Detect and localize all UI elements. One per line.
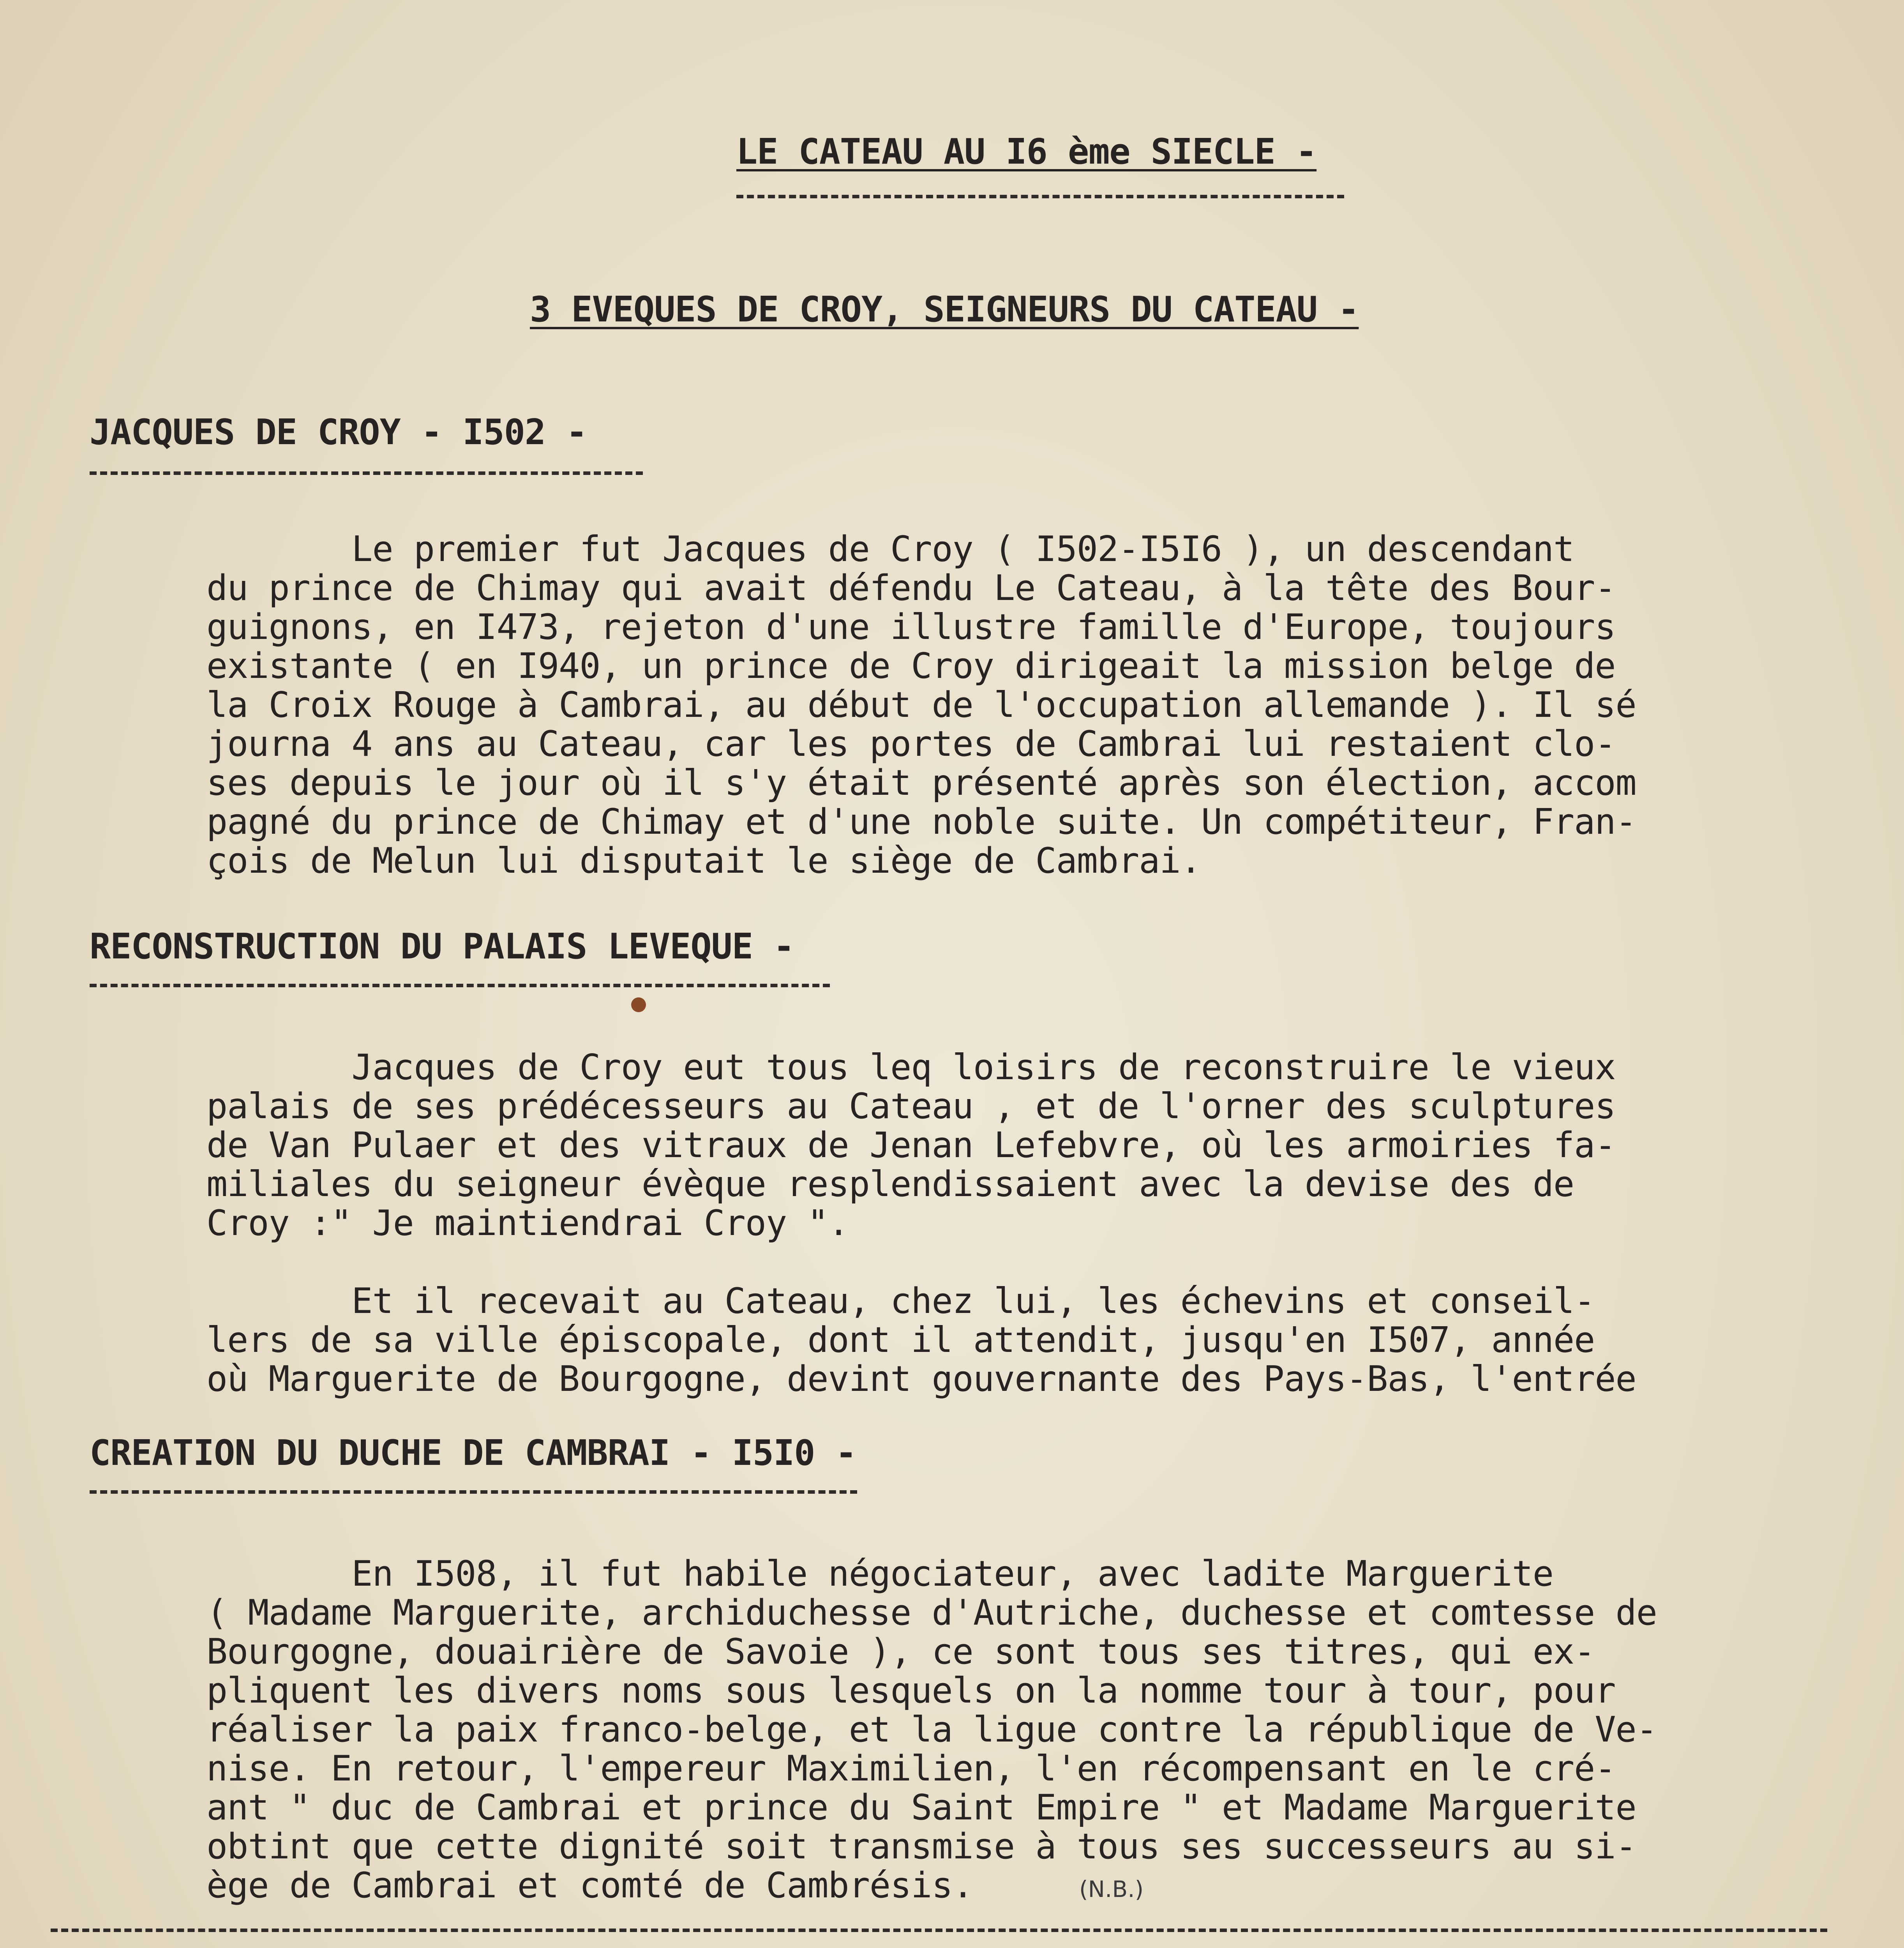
section-heading-reconstruction: RECONSTRUCTION DU PALAIS LEVEQUE - — [90, 926, 794, 967]
section-heading-creation-duche: CREATION DU DUCHE DE CAMBRAI - I5I0 - — [90, 1433, 856, 1473]
document-subtitle: 3 EVEQUES DE CROY, SEIGNEURS DU CATEAU - — [530, 289, 1359, 330]
paragraph-line: Le premier fut Jacques de Croy ( I502-I5I6 ), un descendant — [206, 529, 1574, 570]
paragraph-line: ège de Cambrai et comté de Cambrésis. — [206, 1865, 973, 1906]
paragraph-line: réaliser la paix franco-belge, et la ligue contre la république de Ve- — [206, 1709, 1657, 1750]
paragraph-line: pliquent les divers noms sous lesquels on la nomme tour à tour, pour — [206, 1670, 1616, 1711]
title-underline — [736, 195, 1344, 198]
paragraph-line: guignons, en I473, rejeton d'une illustre famille d'Europe, toujours — [206, 607, 1616, 648]
paragraph-line: nise. En retour, l'empereur Maximilien, l'en récompensant en le cré- — [206, 1748, 1616, 1789]
paragraph-line: ( Madame Marguerite, archiduchesse d'Autriche, duchesse et comtesse de — [206, 1592, 1657, 1633]
section-heading-underline — [90, 1490, 857, 1494]
section-heading-underline — [90, 471, 643, 475]
paragraph-line: lers de sa ville épiscopale, dont il attendit, jusqu'en I507, année — [206, 1320, 1595, 1360]
paragraph-line: çois de Melun lui disputait le siège de Cambrai. — [206, 840, 1201, 881]
paragraph-line: miliales du seigneur évèque resplendissaient avec la devise des de — [206, 1164, 1574, 1205]
paragraph-line: Croy :" Je maintiendrai Croy ". — [206, 1203, 849, 1244]
paragraph-line: obtint que cette dignité soit transmise à tous ses successeurs au si- — [206, 1826, 1636, 1867]
paragraph-line: Jacques de Croy eut tous leq loisirs de reconstruire le vieux — [206, 1047, 1616, 1088]
paragraph-line: journa 4 ans au Cateau, car les portes de Cambrai lui restaient clo- — [206, 723, 1616, 764]
paragraph-line: existante ( en I940, un prince de Croy dirigeait la mission belge de — [206, 646, 1616, 686]
document-title: LE CATEAU AU I6 ème SIECLE - — [736, 131, 1317, 172]
section-heading-jacques-de-croy: JACQUES DE CROY - I502 - — [90, 412, 587, 453]
handwritten-note-nb: (N.B.) — [1079, 1876, 1144, 1902]
paragraph-line: Et il recevait au Cateau, chez lui, les échevins et conseil- — [206, 1281, 1595, 1322]
page-separator — [51, 1929, 1827, 1932]
paragraph-line: où Marguerite de Bourgogne, devint gouvernante des Pays-Bas, l'entrée — [206, 1359, 1636, 1399]
paragraph-line: pagné du prince de Chimay et d'une noble suite. Un compétiteur, Fran- — [206, 801, 1636, 842]
paragraph-line: du prince de Chimay qui avait défendu Le Cateau, à la tête des Bour- — [206, 568, 1616, 609]
paragraph-line: ant " duc de Cambrai et prince du Saint Empire " et Madame Marguerite — [206, 1787, 1636, 1828]
paragraph-line: ses depuis le jour où il s'y était présenté après son élection, accom — [206, 762, 1636, 803]
paragraph-line: palais de ses prédécesseurs au Cateau , et de l'orner des sculptures — [206, 1086, 1616, 1127]
paragraph-line: la Croix Rouge à Cambrai, au début de l'occupation allemande ). Il sé — [206, 685, 1636, 725]
ink-spot — [631, 997, 646, 1012]
paragraph-line: Bourgogne, douairière de Savoie ), ce sont tous ses titres, qui ex- — [206, 1631, 1595, 1672]
section-heading-underline — [90, 984, 830, 987]
paragraph-line: En I508, il fut habile négociateur, avec ladite Marguerite — [206, 1553, 1553, 1594]
paragraph-line: de Van Pulaer et des vitraux de Jenan Lefebvre, où les armoiries fa- — [206, 1125, 1616, 1166]
